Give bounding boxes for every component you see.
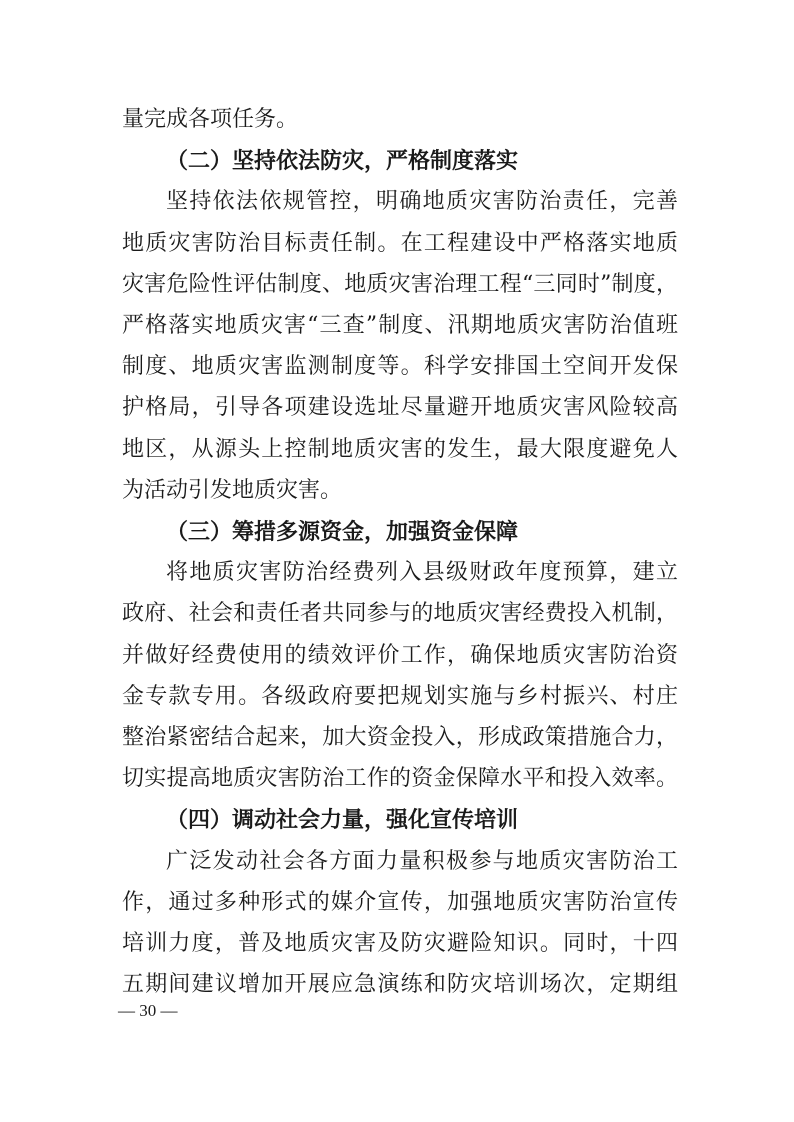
paragraph-line: 量完成各项任务。 [122, 107, 299, 132]
paragraph-line: 五期间建议增加开展应急演练和防灾培训场次，定期组 [122, 972, 678, 998]
paragraph-line: 制度、地质灾害监测制度等。科学安排国土空间开发保 [122, 354, 678, 380]
paragraph-line: 广泛发动社会各方面力量积极参与地质灾害防治工 [166, 848, 678, 874]
paragraph-line: 坚持依法依规管控，明确地质灾害防治责任，完善 [166, 189, 678, 215]
page-number: — 30 — [118, 1001, 178, 1020]
paragraph-line: 作，通过多种形式的媒介宣传，加强地质灾害防治宣传 [122, 889, 678, 915]
paragraph-line: 护格局，引导各项建设选址尽量避开地质灾害风险较高 [122, 395, 678, 421]
paragraph-line: 切实提高地质灾害防治工作的资金保障水平和投入效率。 [122, 766, 678, 792]
paragraph-line: 整治紧密结合起来，加大资金投入，形成政策措施合力， [122, 725, 678, 750]
paragraph-line: 为活动引发地质灾害。 [122, 477, 343, 503]
paragraph-line: 金专款专用。各级政府要把规划实施与乡村振兴、村庄 [122, 683, 678, 709]
section-heading: （二）坚持依法防灾，严格制度落实 [166, 148, 519, 175]
paragraph-line: 严格落实地质灾害“三查”制度、汛期地质灾害防治值班 [122, 313, 678, 338]
paragraph-line: 灾害危险性评估制度、地质灾害治理工程“三同时”制度， [122, 271, 678, 297]
paragraph-line: 地质灾害防治目标责任制。在工程建设中严格落实地质 [122, 230, 678, 256]
section-heading: （四）调动社会力量，强化宣传培训 [166, 807, 519, 834]
paragraph-line: 地区，从源头上控制地质灾害的发生，最大限度避免人 [122, 436, 678, 462]
paragraph-line: 培训力度，普及地质灾害及防灾避险知识。同时，十四 [122, 931, 678, 956]
section-heading: （三）筹措多源资金，加强资金保障 [166, 519, 519, 545]
paragraph-line: 并做好经费使用的绩效评价工作，确保地质灾害防治资 [122, 642, 678, 668]
paragraph-line: 政府、社会和责任者共同参与的地质灾害经费投入机制， [122, 601, 678, 627]
paragraph-line: 将地质灾害防治经费列入县级财政年度预算，建立 [166, 560, 678, 586]
